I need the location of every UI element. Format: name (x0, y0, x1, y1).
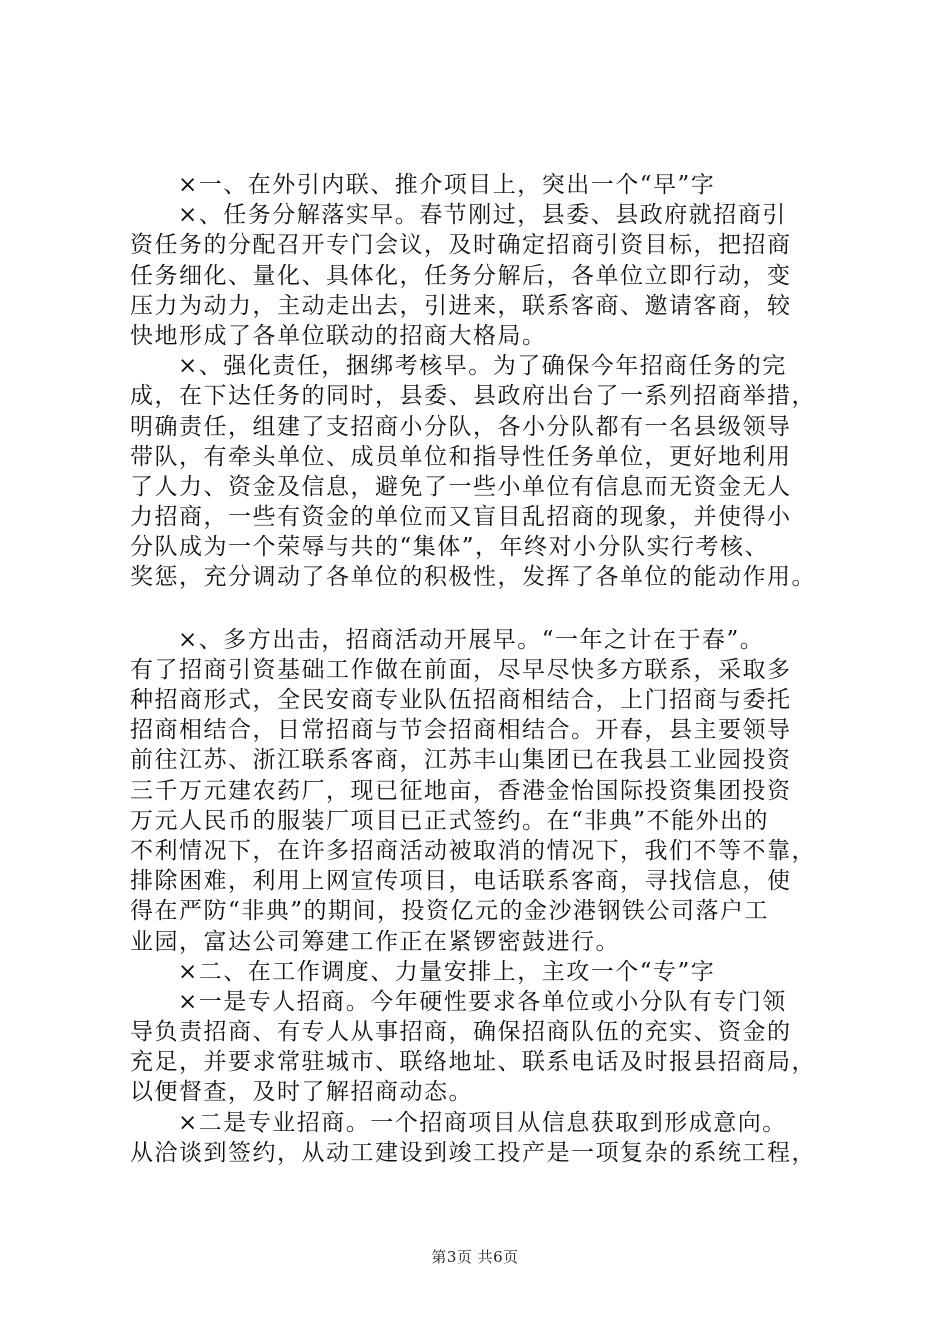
text-line: 从洽谈到签约，从动工建设到竣工投产是一项复杂的系统工程， (130, 1139, 816, 1166)
text-line: ×二、在工作调度、力量安排上，主攻一个“专”字 (178, 958, 716, 985)
text-line: 奖惩，充分调动了各单位的积极性，发挥了各单位的能动作用。 (130, 564, 816, 591)
text-line: 万元人民币的服装厂项目已正式签约。在“非典”不能外出的 (130, 807, 770, 834)
paragraph (130, 1108, 850, 1168)
text-line: 带队，有牵头单位、成员单位和指导性任务单位，更好地利用 (130, 443, 792, 470)
text-line: 种招商形式，全民安商专业队伍招商相结合，上门招商与委托 (130, 687, 792, 713)
text-line: 快地形成了各单位联动的招商大格局。 (130, 322, 547, 349)
text-line: 业园，富达公司筹建工作正在紧锣密鼓进行。 (130, 928, 620, 955)
text-line: 导负责招商、有专人从事招商，确保招商队伍的充实、资金的 (130, 1019, 792, 1046)
text-line: 分队成为一个荣辱与共的“集体”，年终对小分队实行考核、 (130, 534, 770, 561)
text-line: 成，在下达任务的同时，县委、县政府出台了一系列招商举措， (130, 383, 816, 410)
section-heading (130, 957, 850, 987)
text-line: 明确责任，组建了支招商小分队，各小分队都有一名县级领导 (130, 413, 792, 440)
text-line: 以便督查，及时了解招商动态。 (130, 1079, 473, 1106)
text-line: 不利情况下，在许多招商活动被取消的情况下，我们不等不靠， (130, 837, 816, 864)
text-line: 有了招商引资基础工作做在前面，尽早尽快多方联系，采取多 (130, 656, 792, 683)
paragraph-gap (130, 593, 850, 625)
text-line: 排除困难，利用上网宣传项目，电话联系客商，寻找信息，使 (130, 868, 792, 895)
text-line: 前往江苏、浙江联系客商，江苏丰山集团已在我县工业园投资 (130, 747, 792, 774)
text-line: 了人力、资金及信息，避免了一些小单位有信息而无资金无人 (130, 473, 792, 500)
text-line: ×二是专业招商。一个招商项目从信息获取到形成意向。 (178, 1109, 787, 1136)
paragraph (130, 987, 850, 1108)
text-line: 压力为动力，主动走出去，引进来，联系客商、邀请客商，较 (130, 292, 792, 319)
text-line: 任务细化、量化、具体化，任务分解后，各单位立即行动，变 (130, 262, 792, 289)
text-line: ×、多方出击，招商活动开展早。“一年之计在于春”。 (178, 626, 765, 653)
text-line: 招商相结合，日常招商与节会招商相结合。开春，县主要领导 (130, 717, 792, 744)
text-line: 充足，并要求常驻城市、联络地址、联系电话及时报县招商局， (130, 1049, 816, 1076)
text-line: ×一是专人招商。今年硬性要求各单位或小分队有专门领 (178, 988, 787, 1015)
text-line: ×、任务分解落实早。春节刚过，县委、县政府就招商引 (178, 202, 787, 229)
paragraph (130, 351, 850, 593)
document-body (130, 170, 850, 1168)
paragraph (130, 200, 850, 351)
text-line: 得在严防“非典”的期间，投资亿元的金沙港钢铁公司落户工 (130, 898, 770, 925)
paragraph (130, 625, 850, 957)
text-line: 三千万元建农药厂，现已征地亩，香港金怡国际投资集团投资 (130, 777, 792, 804)
page-footer: 第3页 共6页 (431, 1248, 519, 1266)
text-line: ×一、在外引内联、推介项目上，突出一个“早”字 (178, 172, 716, 198)
text-line: ×、强化责任，捆绑考核早。为了确保今年招商任务的完 (178, 353, 787, 380)
text-line: 力招商，一些有资金的单位而又盲目乱招商的现象，并使得小 (130, 504, 792, 531)
section-heading (130, 170, 850, 200)
text-line: 资任务的分配召开专门会议，及时确定招商引资目标，把招商 (130, 232, 792, 259)
